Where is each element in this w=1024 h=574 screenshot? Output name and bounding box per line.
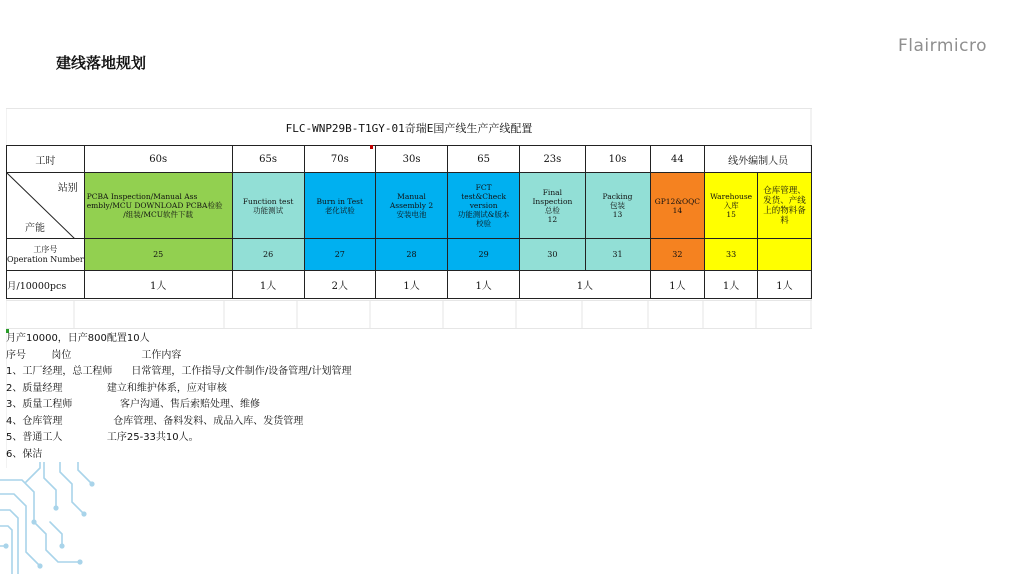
capacity-cell: 1人 xyxy=(84,271,232,299)
time-cell: 60s xyxy=(84,146,232,173)
note-line: 月产10000，日产800配置10人 xyxy=(6,333,150,344)
capacity-cell: 2人 xyxy=(304,271,375,299)
station-text: /组装/MCU软件下载 xyxy=(123,210,194,219)
header-label: 工时 xyxy=(7,146,85,173)
operation-label-cell xyxy=(7,239,85,271)
station-text: Packing xyxy=(602,192,633,201)
capacity-axis-label: 产能 xyxy=(25,223,45,234)
time-cell: 44 xyxy=(650,146,705,173)
note-line: 3、质量工程师 客户沟通、售后索赔处理、维修 xyxy=(6,399,261,410)
station-text: 校验 xyxy=(476,219,492,228)
station-text: 13 xyxy=(612,210,623,219)
station-text: Assembly 2 xyxy=(389,201,434,210)
time-cell: 10s xyxy=(585,146,650,173)
brand-logo: Flairmicro xyxy=(898,36,987,56)
station-row xyxy=(7,173,812,239)
note-line: 序号 岗位 工作内容 xyxy=(6,349,182,361)
extra-staff-header: 线外编制人员 xyxy=(705,146,812,173)
station-cell-pcba xyxy=(84,173,232,239)
sheet-title: FLC-WNP29B-T1GY-01奇瑞E国产线生产产线配置 xyxy=(285,122,533,135)
time-cell: 70s xyxy=(304,146,375,173)
capacity-cell: 1人 xyxy=(757,271,811,299)
station-text: 14 xyxy=(672,205,683,215)
station-text: version xyxy=(469,201,498,210)
capacity-cell: 1人 xyxy=(705,271,758,299)
op-number: 30 xyxy=(520,239,585,271)
station-text: Function test xyxy=(242,196,294,206)
station-cell-manual-assembly xyxy=(376,173,448,239)
station-text: Burn in Test xyxy=(316,196,364,206)
station-text: 包装 xyxy=(610,201,626,210)
station-text: FCT xyxy=(475,183,492,192)
time-cell: 65 xyxy=(448,146,520,173)
op-number: 33 xyxy=(705,239,758,271)
capacity-label: 月/10000pcs xyxy=(7,271,85,299)
time-cell: 30s xyxy=(376,146,448,173)
note-line: 2、质量经理 建立和维护体系，应对审核 xyxy=(6,382,227,394)
station-text: Final xyxy=(542,187,563,197)
station-cell-warehouse-mgmt xyxy=(757,173,811,239)
station-cell-final-inspection xyxy=(520,173,585,239)
station-text: 功能测试 xyxy=(253,205,284,215)
comment-marker xyxy=(370,145,373,149)
note-line: 1、工厂经理，总工程师 日常管理，工作指导/文件制作/设备管理/计划管理 xyxy=(6,366,352,377)
operation-row xyxy=(7,239,812,271)
circuit-decoration-icon xyxy=(0,462,112,574)
station-text: PCBA Inspection/Manual Ass xyxy=(86,192,198,201)
time-cell: 65s xyxy=(232,146,304,173)
op-number: 31 xyxy=(585,239,650,271)
op-number: 27 xyxy=(304,239,375,271)
station-text: Inspection xyxy=(532,196,573,206)
time-cell: 23s xyxy=(520,146,585,173)
op-number: 25 xyxy=(84,239,232,271)
station-text: 老化试验 xyxy=(324,205,355,215)
station-cell-warehouse xyxy=(705,173,758,239)
station-text: 发货、产线 xyxy=(763,195,806,206)
station-text: 功能测试&版本 xyxy=(457,210,510,219)
station-text: 上的物料备 xyxy=(763,205,806,216)
staffing-notes xyxy=(6,331,352,463)
diagonal-header-cell xyxy=(7,173,85,239)
header-row xyxy=(7,146,812,173)
operation-label-cn: 工序号 xyxy=(33,244,58,254)
station-text: 仓库管理、 xyxy=(763,185,806,196)
station-text: 12 xyxy=(547,214,558,224)
slide-title: 建线落地规划 xyxy=(56,54,147,72)
station-axis-label: 站别 xyxy=(57,183,78,194)
station-text: 入库 xyxy=(723,201,739,210)
note-line: 4、仓库管理 仓库管理、备料发料、成品入库、发货管理 xyxy=(6,415,304,427)
station-cell-packing xyxy=(585,173,650,239)
station-cell-fct xyxy=(448,173,520,239)
capacity-cell: 1人 xyxy=(232,271,304,299)
station-text: GP12&OQC xyxy=(654,196,701,206)
station-text: Manual xyxy=(397,192,426,201)
op-number: 28 xyxy=(376,239,448,271)
op-number: 26 xyxy=(232,239,304,271)
op-number xyxy=(757,239,811,271)
station-text: 安装电池 xyxy=(396,210,427,219)
station-text: embly/MCU DOWNLOAD PCBA检验 xyxy=(86,201,223,210)
station-cell-gp12-oqc xyxy=(650,173,705,239)
capacity-cell: 1人 xyxy=(520,271,650,299)
capacity-row xyxy=(7,271,812,299)
operation-label-en: Operation Number xyxy=(7,254,84,264)
station-text: 料 xyxy=(780,215,789,226)
capacity-cell: 1人 xyxy=(448,271,520,299)
station-text: 15 xyxy=(726,210,736,219)
op-number: 29 xyxy=(448,239,520,271)
capacity-cell: 1人 xyxy=(650,271,705,299)
station-text: test&Check xyxy=(461,192,506,201)
note-line: 6、保洁 xyxy=(6,448,43,460)
station-cell-burn-in xyxy=(304,173,375,239)
station-text: 总检 xyxy=(544,205,560,215)
note-line: 5、普通工人 工序25-33共10人。 xyxy=(6,432,199,443)
op-number: 32 xyxy=(650,239,705,271)
station-cell-function-test xyxy=(232,173,304,239)
line-config-table xyxy=(6,145,812,299)
station-text: Warehouse xyxy=(710,192,753,201)
capacity-cell: 1人 xyxy=(376,271,448,299)
